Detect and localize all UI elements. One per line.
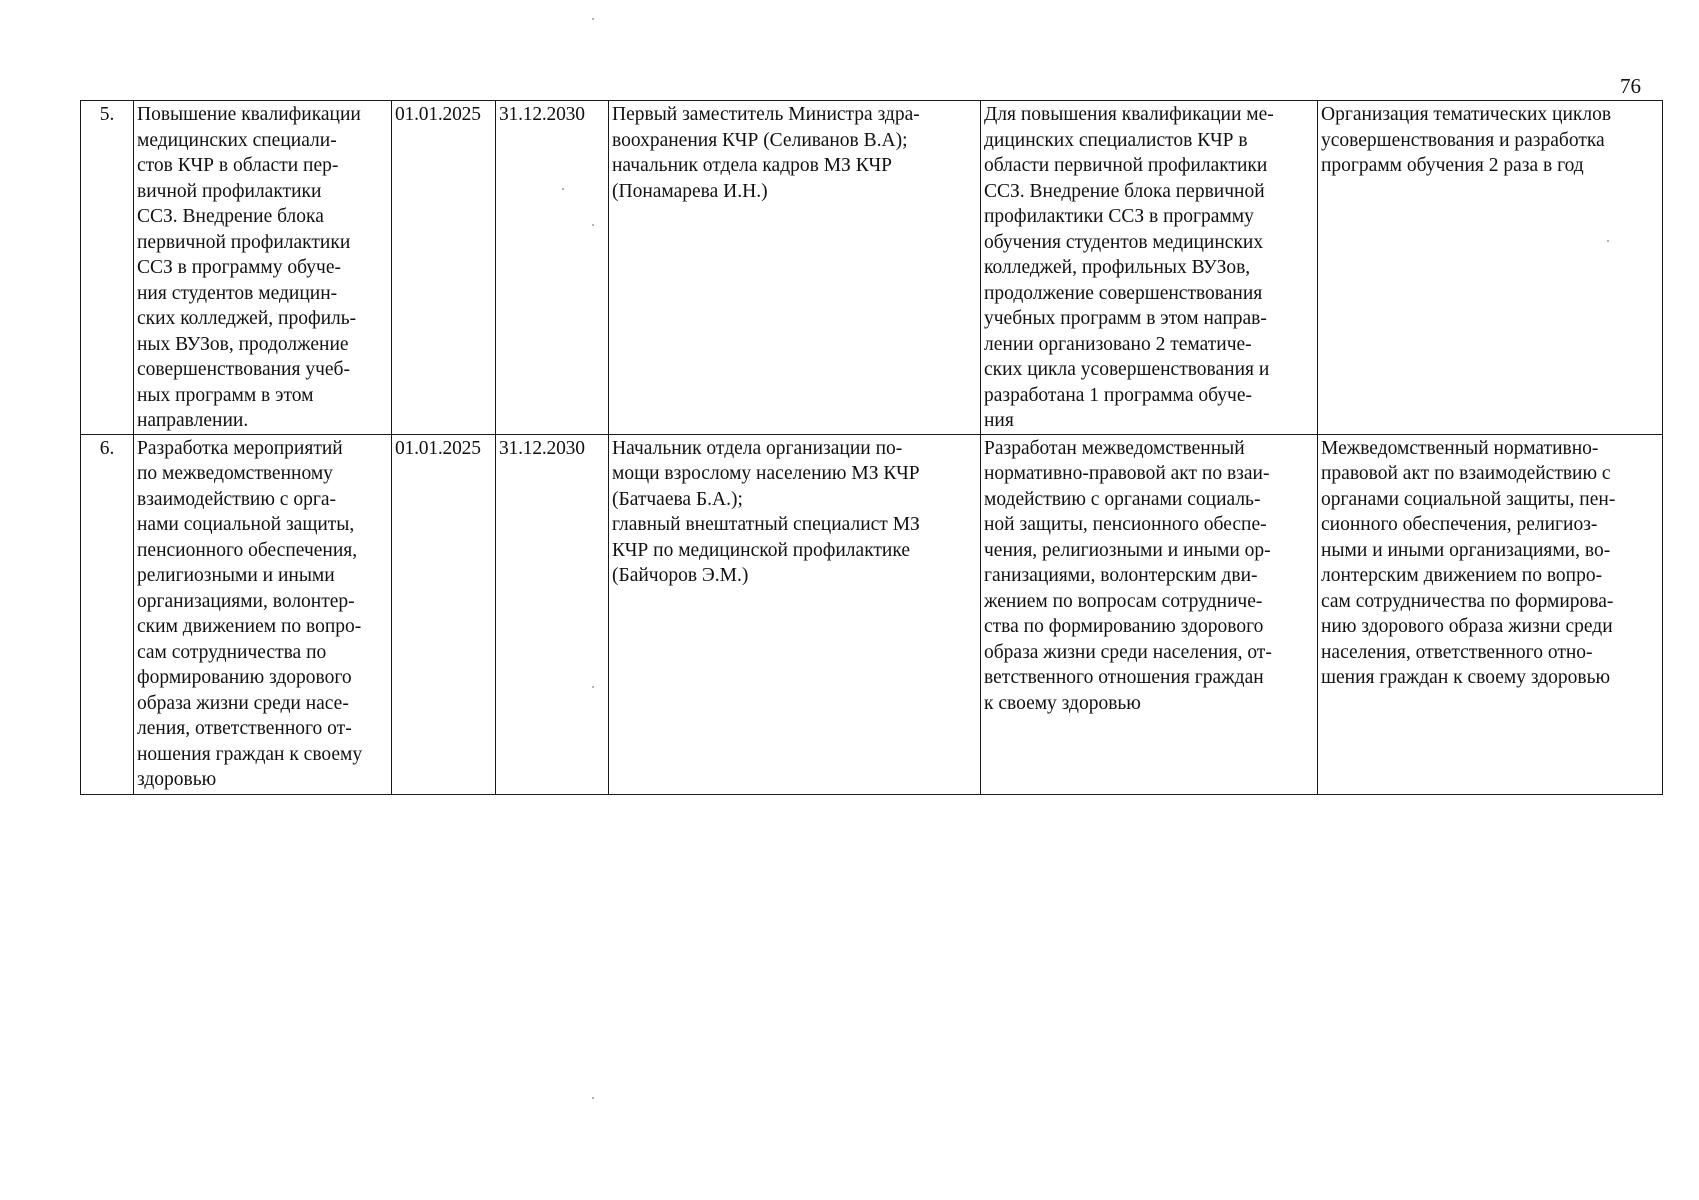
result-cell: Разработан межведомственный нормативно-правовой акт по взаи- модействию с органами социаль- ной защиты, пенсионного обеспе- чения, религиозными и иными ор- ганизациями, волонтерским дви- жением по вопросам сотрудниче- ства по формированию здорового образа жизни среди населения, от- ветственного отношения граждан к своему здоровью (981, 434, 1318, 794)
row-number: 6. (81, 434, 134, 794)
responsible-cell: Начальник отдела организации по- мощи взрослому населению МЗ КЧР (Батчаева Б.А.); главный внештатный специалист МЗ КЧР по медицинской профилактике (Байчоров Э.М.) (609, 434, 981, 794)
scan-speck (592, 224, 594, 226)
start-date-cell: 01.01.2025 (392, 434, 496, 794)
scan-speck (1607, 240, 1609, 242)
start-date-cell: 01.01.2025 (392, 101, 496, 435)
scan-speck (562, 188, 564, 190)
activity-plan-table (80, 100, 1663, 795)
result-cell: Для повышения квалификации ме- дицинских специалистов КЧР в области первичной профилактики ССЗ. Внедрение блока первичной профилактики ССЗ в программу обучения студентов медицинских колледжей, профильных ВУЗов, продолжение совершенствования учебных программ в этом направ- лении организовано 2 тематиче- ских цикла усовершенствования и разработана 1 программа обуче- ния (981, 101, 1318, 435)
end-date-cell: 31.12.2030 (496, 101, 609, 435)
scan-speck (592, 1097, 594, 1099)
activity-cell: Разработка мероприятий по межведомственному взаимодействию с орга- нами социальной защиты, пенсионного обеспечения, религиозными и иными организациями, волонтер- ским движением по вопро- сам сотрудничества по формированию здорового образа жизни среди насе- ления, ответственного от- ношения граждан к своему здоровью (134, 434, 392, 794)
scan-speck (592, 18, 594, 20)
table-row (81, 434, 1663, 794)
row-number: 5. (81, 101, 134, 435)
activity-cell: Повышение квалификации медицинских специали- стов КЧР в области пер- вичной профилактики ССЗ. Внедрение блока первичной профилактики ССЗ в программу обуче- ния студентов медицин- ских колледжей, профиль- ных ВУЗов, продолжение совершенствования учеб- ных программ в этом направлении. (134, 101, 392, 435)
indicator-cell: Организация тематических циклов усовершенствования и разработка программ обучения 2 раза в год (1318, 101, 1663, 435)
page-number: 76 (1620, 74, 1641, 98)
table-row (81, 101, 1663, 435)
scan-speck (592, 686, 594, 688)
responsible-cell: Первый заместитель Министра здра- воохранения КЧР (Селиванов В.А); начальник отдела кадров МЗ КЧР (Понамарева И.Н.) (609, 101, 981, 435)
indicator-cell: Межведомственный нормативно- правовой акт по взаимодействию с органами социальной защиты, пен- сионного обеспечения, религиоз- ными и иными организациями, во- лонтерским движением по вопро- сам сотрудничества по формирова- нию здорового образа жизни среди населения, ответственного отно- шения граждан к своему здоровью (1318, 434, 1663, 794)
end-date-cell: 31.12.2030 (496, 434, 609, 794)
